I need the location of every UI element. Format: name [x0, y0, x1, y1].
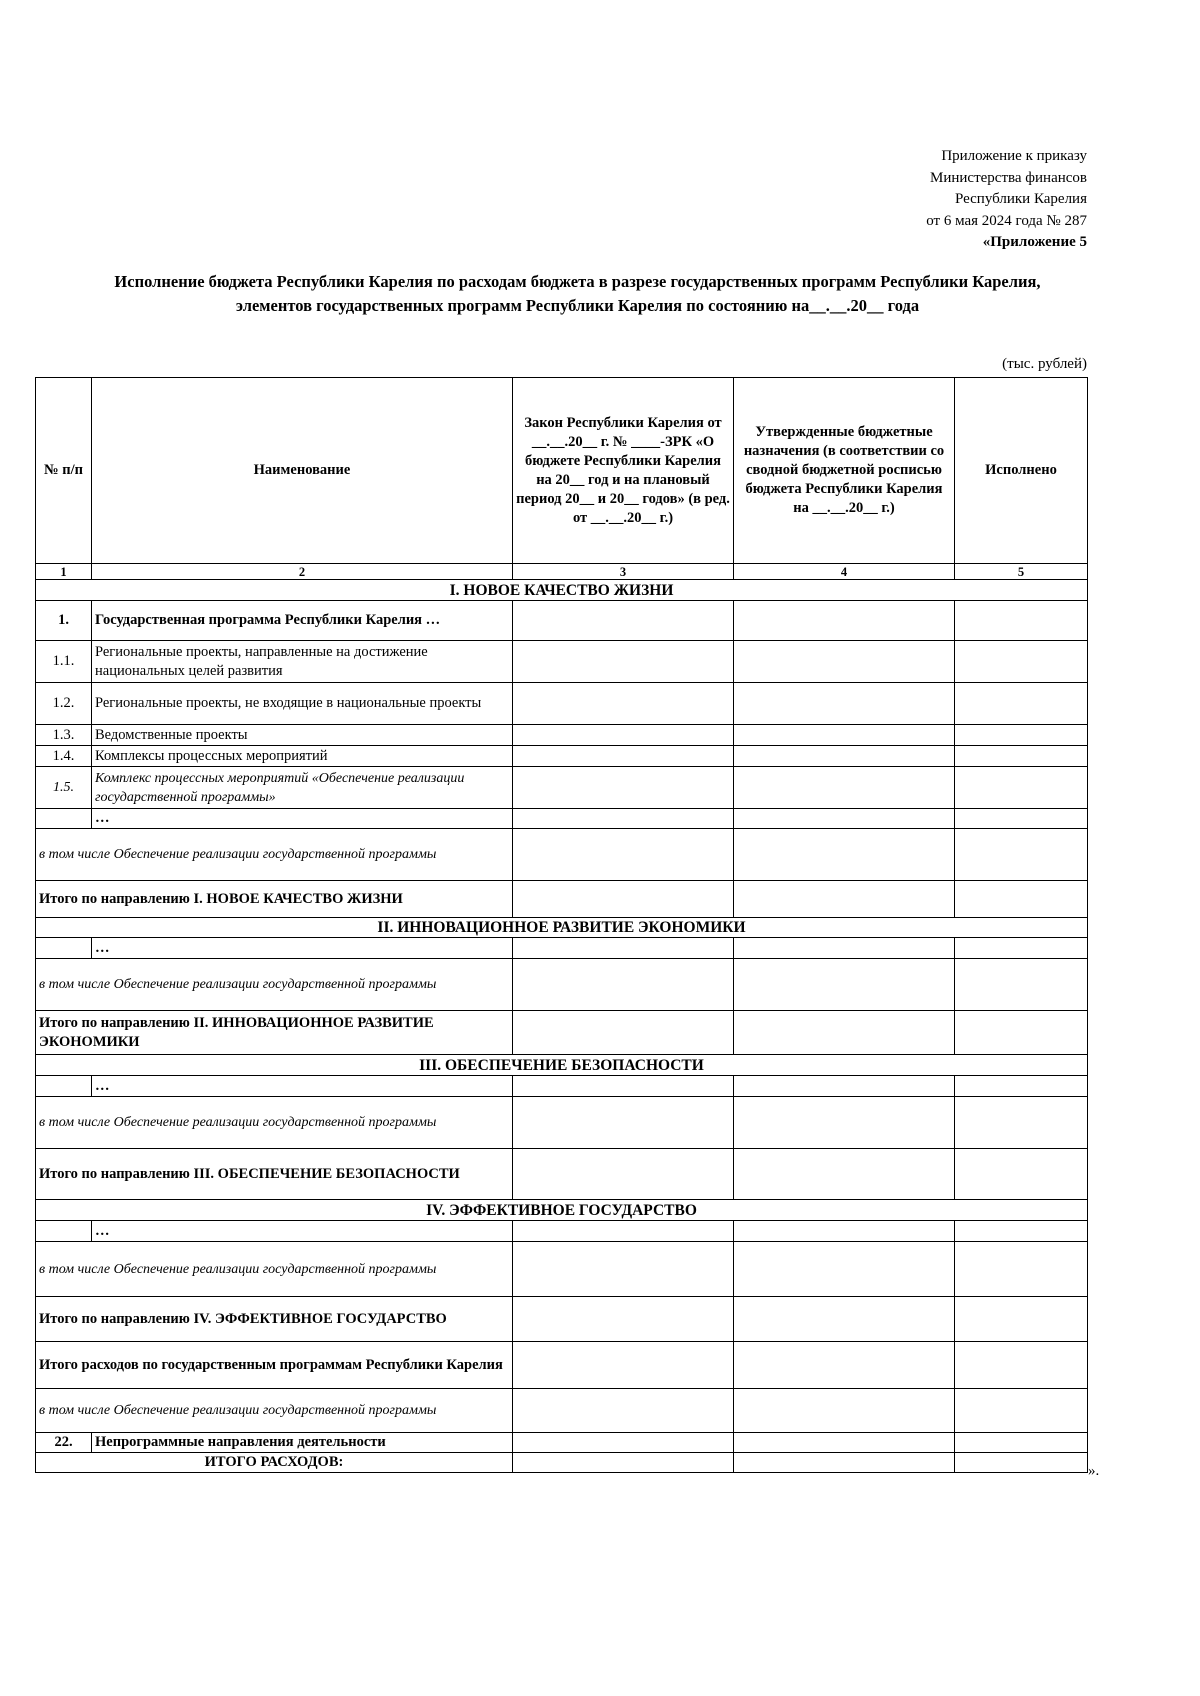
section-heading: II. ИННОВАЦИОННОЕ РАЗВИТИЕ ЭКОНОМИКИ [36, 918, 1088, 938]
table-row [36, 767, 1088, 809]
header-num: № п/п [36, 378, 92, 564]
item-name: Региональные проекты, направленные на достижение национальных целей развития [92, 641, 513, 683]
table-row [36, 725, 1088, 746]
ellipsis: … [92, 1076, 513, 1097]
header-row [36, 378, 1088, 564]
including-row [36, 959, 1088, 1011]
including-row [36, 1242, 1088, 1297]
section-total-label: Итого по направлению I. НОВОЕ КАЧЕСТВО ЖИЗНИ [36, 881, 513, 918]
section-heading: I. НОВОЕ КАЧЕСТВО ЖИЗНИ [36, 580, 1088, 601]
header-executed: Исполнено [955, 378, 1088, 564]
column-number: 2 [92, 564, 513, 580]
ellipsis-row [36, 938, 1088, 959]
ellipsis-row [36, 1221, 1088, 1242]
grand-total-row [36, 1453, 1088, 1473]
including-row [36, 1389, 1088, 1433]
item-name: Региональные проекты, не входящие в национальные проекты [92, 683, 513, 725]
item-number: 1.3. [36, 725, 92, 746]
header-name: Наименование [92, 378, 513, 564]
executed-cell [955, 601, 1088, 641]
section-total-label: Итого по направлению II. ИННОВАЦИОННОЕ РАЗВИТИЕ ЭКОНОМИКИ [36, 1011, 513, 1055]
grand-total-label: ИТОГО РАСХОДОВ: [36, 1453, 513, 1473]
section-total-label: Итого по направлению III. ОБЕСПЕЧЕНИЕ БЕЗОПАСНОСТИ [36, 1149, 513, 1200]
program-number: 1. [36, 601, 92, 641]
table-row [36, 746, 1088, 767]
section-total-row [36, 1297, 1088, 1342]
item-name: Комплексы процессных мероприятий [92, 746, 513, 767]
item-name: Комплекс процессных мероприятий «Обеспечение реализации государственной программы» [92, 767, 513, 809]
header-law: Закон Республики Карелия от __.__.20__ г. № ____-ЗРК «О бюджете Республики Карелия на 20__ год и на плановый период 20__ и 20__ годов» (в ред. от __.__.20__ г.) [513, 378, 734, 564]
ellipsis-row [36, 809, 1088, 829]
item-name: Ведомственные проекты [92, 725, 513, 746]
program-name: Государственная программа Республики Карелия … [92, 601, 513, 641]
section-heading: IV. ЭФФЕКТИВНОЕ ГОСУДАРСТВО [36, 1200, 1088, 1221]
column-number: 4 [734, 564, 955, 580]
nonprogram-row [36, 1433, 1088, 1453]
appendix-line-3: Республики Карелия [954, 191, 1087, 207]
ellipsis-row [36, 1076, 1088, 1097]
section-heading: III. ОБЕСПЕЧЕНИЕ БЕЗОПАСНОСТИ [36, 1055, 1088, 1076]
section-total-row [36, 1011, 1088, 1055]
approved-cell [734, 601, 955, 641]
item-number: 1.4. [36, 746, 92, 767]
program-row [36, 601, 1088, 641]
table-row [36, 683, 1088, 725]
including-label: в том числе Обеспечение реализации государственной программы [36, 1242, 513, 1297]
section-total-row [36, 881, 1088, 918]
including-label: в том числе Обеспечение реализации государственной программы [36, 829, 513, 881]
column-number: 3 [513, 564, 734, 580]
appendix-header [926, 146, 1087, 254]
section-heading-row [36, 1055, 1088, 1076]
programs-total-row [36, 1342, 1088, 1389]
programs-total-label: Итого расходов по государственным программам Республики Карелия [36, 1342, 513, 1389]
title-line-1: Исполнение бюджета Республики Карелия по расходам бюджета в разрезе государственных программ Республики Карелия, [114, 272, 1041, 291]
nonprogram-name: Непрограммные направления деятельности [92, 1433, 513, 1453]
appendix-line-4: от 6 мая 2024 года № 287 [926, 212, 1087, 229]
closing-quote: ». [1088, 1463, 1100, 1479]
document-title [35, 270, 1120, 318]
section-total-row [36, 1149, 1088, 1200]
section-heading-row [36, 580, 1088, 601]
appendix-line-5: «Приложение 5 [982, 234, 1087, 250]
section-heading-row [36, 1200, 1088, 1221]
ellipsis: … [92, 938, 513, 959]
appendix-line-1: Приложение к приказу [941, 148, 1087, 164]
title-line-2: элементов государственных программ Республики Карелия по состоянию на__.__.20__ года [235, 296, 920, 315]
table-row [36, 641, 1088, 683]
item-number: 1.2. [36, 683, 92, 725]
including-label: в том числе Обеспечение реализации государственной программы [36, 1389, 513, 1433]
budget-table [35, 377, 1088, 1473]
including-row [36, 829, 1088, 881]
column-numbers-row [36, 564, 1088, 580]
column-number: 1 [36, 564, 92, 580]
section-heading-row [36, 918, 1088, 938]
nonprogram-number: 22. [36, 1433, 92, 1453]
appendix-line-2: Министерства финансов [930, 169, 1087, 186]
item-number: 1.5. [36, 767, 92, 809]
column-number: 5 [955, 564, 1088, 580]
header-approved: Утвержденные бюджетные назначения (в соответствии со сводной бюджетной росписью бюджета Республики Карелия на __.__.20__ г.) [734, 378, 955, 564]
including-label: в том числе Обеспечение реализации государственной программы [36, 959, 513, 1011]
ellipsis: … [92, 1221, 513, 1242]
section-total-label: Итого по направлению IV. ЭФФЕКТИВНОЕ ГОСУДАРСТВО [36, 1297, 513, 1342]
item-number: 1.1. [36, 641, 92, 683]
including-label: в том числе Обеспечение реализации государственной программы [36, 1097, 513, 1149]
including-row [36, 1097, 1088, 1149]
ellipsis: … [92, 809, 513, 829]
units-label: (тыс. рублей) [1002, 356, 1087, 372]
law-cell [513, 601, 734, 641]
